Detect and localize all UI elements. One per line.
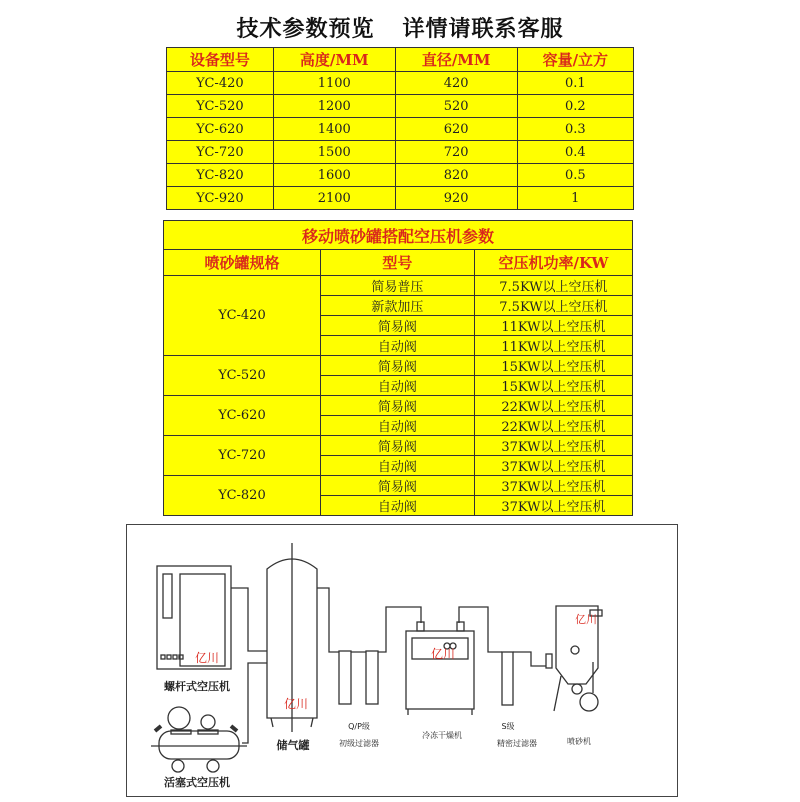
table-cell: YC-520 <box>167 95 274 118</box>
air-system-diagram <box>126 524 678 797</box>
table-cell: 1500 <box>273 141 395 164</box>
page-title <box>0 12 800 43</box>
table-cell: 喷砂罐规格 <box>164 250 321 276</box>
screw-compressor <box>157 566 231 669</box>
table-cell: 11KW以上空压机 <box>474 336 632 356</box>
label-screw: 螺杆式空压机 <box>164 680 230 693</box>
table-cell: 0.2 <box>517 95 633 118</box>
label-primary-filter: 初级过滤器 <box>339 739 379 748</box>
qp-filter-2 <box>366 651 378 704</box>
table-cell: 1 <box>517 187 633 210</box>
table-cell: 15KW以上空压机 <box>474 356 632 376</box>
table-cell: 920 <box>395 187 517 210</box>
label-piston: 活塞式空压机 <box>164 776 230 789</box>
table-cell: 简易普压 <box>320 276 474 296</box>
table-cell: 设备型号 <box>167 48 274 72</box>
title-right: 详情请联系客服 <box>402 17 564 42</box>
table-row <box>164 221 633 250</box>
table-row <box>164 436 633 456</box>
label-blaster: 喷砂机 <box>567 737 591 746</box>
table-cell: 1400 <box>273 118 395 141</box>
table-cell: 1200 <box>273 95 395 118</box>
table-cell: 620 <box>395 118 517 141</box>
table-row <box>167 72 634 95</box>
label-s-grade: S级 <box>501 722 515 731</box>
table-cell: 720 <box>395 141 517 164</box>
table-cell: 容量/立方 <box>517 48 633 72</box>
table-cell: 自动阀 <box>320 416 474 436</box>
table-row <box>164 476 633 496</box>
watermark: 亿川 <box>575 613 597 626</box>
table-cell: YC-620 <box>164 396 321 436</box>
table-cell: 简易阀 <box>320 476 474 496</box>
table-cell: 1100 <box>273 72 395 95</box>
table-cell: 1600 <box>273 164 395 187</box>
label-tank: 储气罐 <box>276 739 310 752</box>
table-cell: 简易阀 <box>320 316 474 336</box>
dryer <box>406 622 474 715</box>
table-cell: 自动阀 <box>320 376 474 396</box>
table-row <box>167 164 634 187</box>
table-cell: 22KW以上空压机 <box>474 416 632 436</box>
table-cell: YC-420 <box>167 72 274 95</box>
piston-compressor <box>151 707 247 772</box>
table-cell: 直径/MM <box>395 48 517 72</box>
compressor-table <box>163 220 633 516</box>
table-cell: 简易阀 <box>320 436 474 456</box>
table-cell: 0.4 <box>517 141 633 164</box>
qp-filter-1 <box>339 651 351 704</box>
label-dryer: 冷冻干燥机 <box>422 731 462 740</box>
table-cell: 2100 <box>273 187 395 210</box>
table-cell: 520 <box>395 95 517 118</box>
table-cell: YC-520 <box>164 356 321 396</box>
table-row <box>164 356 633 376</box>
table-row <box>167 118 634 141</box>
table-cell: 自动阀 <box>320 336 474 356</box>
table-cell: 型号 <box>320 250 474 276</box>
pipes <box>231 588 546 743</box>
table-cell: YC-720 <box>164 436 321 476</box>
table-cell: YC-820 <box>164 476 321 516</box>
title-left: 技术参数预览 <box>236 17 375 42</box>
table-header-row <box>164 250 633 276</box>
table-cell: 0.3 <box>517 118 633 141</box>
table-cell: 7.5KW以上空压机 <box>474 276 632 296</box>
table-cell: 37KW以上空压机 <box>474 436 632 456</box>
table-cell: 新款加压 <box>320 296 474 316</box>
table-cell: 简易阀 <box>320 356 474 376</box>
table-cell: 高度/MM <box>273 48 395 72</box>
table-cell: 0.5 <box>517 164 633 187</box>
table-cell: 11KW以上空压机 <box>474 316 632 336</box>
table-row <box>164 396 633 416</box>
table-row <box>167 187 634 210</box>
table-cell: YC-420 <box>164 276 321 356</box>
table-cell: 37KW以上空压机 <box>474 456 632 476</box>
spec-table <box>166 47 634 210</box>
table-cell: 空压机功率/KW <box>474 250 632 276</box>
label-precision-filter: 精密过滤器 <box>497 739 537 748</box>
table-cell: YC-820 <box>167 164 274 187</box>
table-cell: 37KW以上空压机 <box>474 496 632 516</box>
table-row <box>164 276 633 296</box>
table-cell: 37KW以上空压机 <box>474 476 632 496</box>
table-row <box>167 95 634 118</box>
watermark: 亿川 <box>431 647 456 661</box>
watermark: 亿川 <box>195 651 220 665</box>
s-filter <box>502 652 513 705</box>
table-cell: 简易阀 <box>320 396 474 416</box>
table-cell: YC-620 <box>167 118 274 141</box>
table-row <box>167 141 634 164</box>
table-cell: 自动阀 <box>320 496 474 516</box>
table-cell: YC-920 <box>167 187 274 210</box>
watermark: 亿川 <box>284 697 309 711</box>
table-cell: 移动喷砂罐搭配空压机参数 <box>164 221 633 250</box>
table-cell: YC-720 <box>167 141 274 164</box>
table-header-row <box>167 48 634 72</box>
table-cell: 15KW以上空压机 <box>474 376 632 396</box>
table-cell: 22KW以上空压机 <box>474 396 632 416</box>
label-qp-grade: Q/P级 <box>348 722 370 731</box>
table-cell: 820 <box>395 164 517 187</box>
table-cell: 自动阀 <box>320 456 474 476</box>
table-cell: 7.5KW以上空压机 <box>474 296 632 316</box>
table-cell: 420 <box>395 72 517 95</box>
table-cell: 0.1 <box>517 72 633 95</box>
